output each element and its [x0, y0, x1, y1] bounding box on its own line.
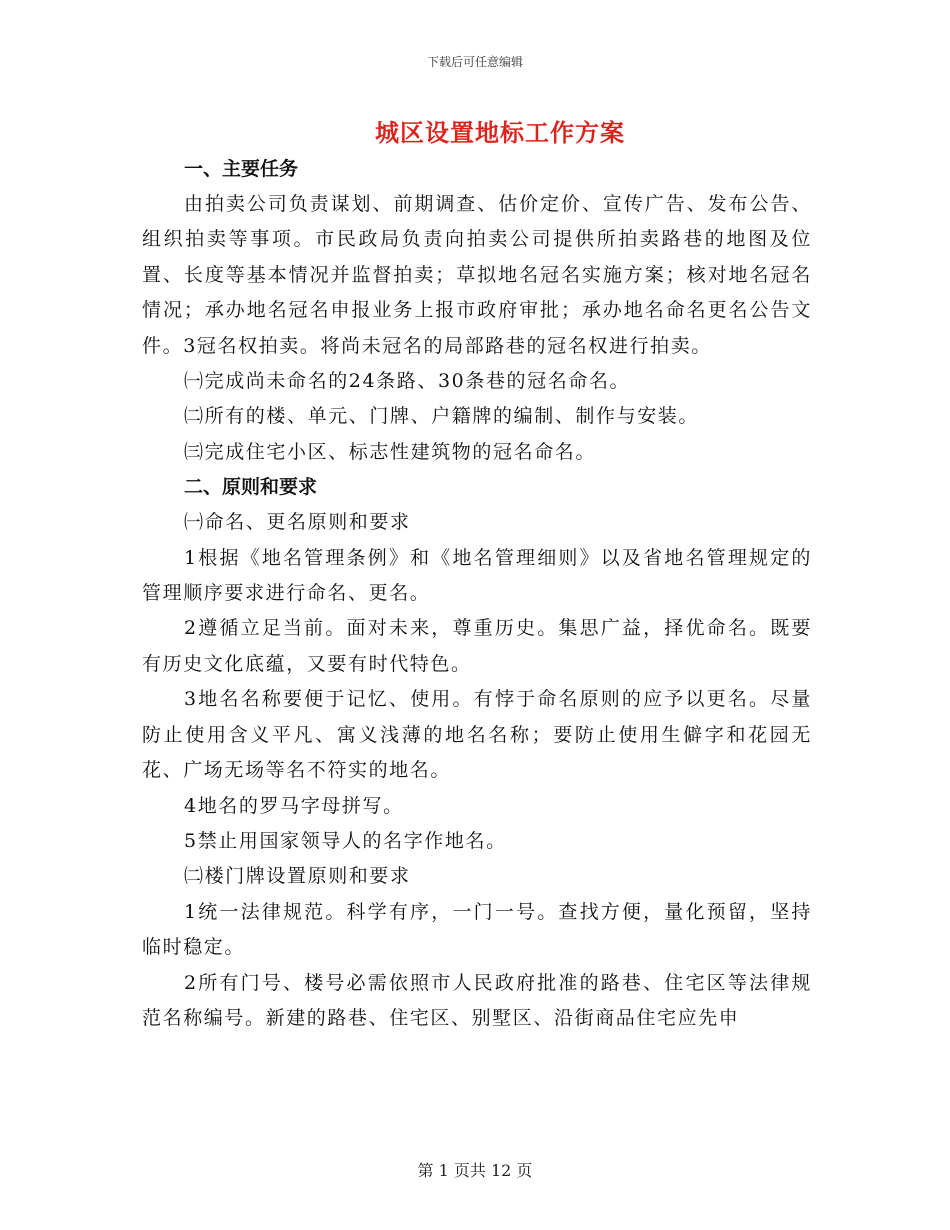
section-heading-principles: 二、原则和要求 — [184, 476, 318, 499]
header-note: 下载后可任意编辑 — [426, 55, 523, 69]
paragraph-naming-rule-4: 4地名的罗马字母拼写。 — [184, 794, 404, 817]
paragraph-task-3: ㈢完成住宅小区、标志性建筑物的冠名命名。 — [184, 440, 597, 463]
paragraph-doorplate-rule-2: 2所有门号、楼号必需依照市人民政府批准的路巷、住宅区等法律规范名称编号。新建的路巷、住宅区、别墅区、沿街商品住宅应先申 — [142, 971, 812, 1029]
document-title: 城区设置地标工作方案 — [375, 118, 625, 147]
paragraph-naming-rule-3: 3地名名称要便于记忆、使用。有悖于命名原则的应予以更名。尽量防止使用含义平凡、寓义浅薄的地名名称；要防止使用生僻字和花园无花、广场无场等名不符实的地名。 — [142, 688, 812, 782]
paragraph-auction-duties: 由拍卖公司负责谋划、前期调查、估价定价、宣传广告、发布公告、组织拍卖等事项。市民政局负责向拍卖公司提供所拍卖路巷的地图及位置、长度等基本情况并监督拍卖；草拟地名冠名实施方案；核对地名冠名情况；承办地名冠名申报业务上报市政府审批；承办地名命名更名公告文件。3冠名权拍卖。将尚未冠名的局部路巷的冠名权进行拍卖。 — [142, 193, 812, 357]
section-heading-tasks: 一、主要任务 — [184, 158, 299, 180]
paragraph-naming-rule-1: 1根据《地名管理条例》和《地名管理细则》以及省地名管理规定的管理顺序要求进行命名、更名。 — [142, 546, 812, 605]
paragraph-task-2: ㈡所有的楼、单元、门牌、户籍牌的编制、制作与安装。 — [184, 405, 700, 428]
paragraph-naming-rule-5: 5禁止用国家领导人的名字作地名。 — [184, 829, 507, 852]
paragraph-naming-rule-2: 2遵循立足当前。面对未来，尊重历史。集思广益，择优命名。既要有历史文化底蕴，又要有时代特色。 — [142, 617, 812, 675]
paragraph-task-1: ㈠完成尚未命名的24条路、30条巷的冠名命名。 — [184, 370, 631, 393]
paragraph-naming-subheading: ㈠命名、更名原则和要求 — [184, 511, 411, 534]
document-body — [142, 152, 812, 1036]
paragraph-doorplate-rule-1: 1统一法律规范。科学有序，一门一号。查找方便，量化预留，坚持临时稳定。 — [142, 900, 812, 959]
paragraph-doorplate-subheading: ㈡楼门牌设置原则和要求 — [184, 865, 411, 888]
page-number-footer: 第 1 页共 12 页 — [417, 1161, 533, 1180]
